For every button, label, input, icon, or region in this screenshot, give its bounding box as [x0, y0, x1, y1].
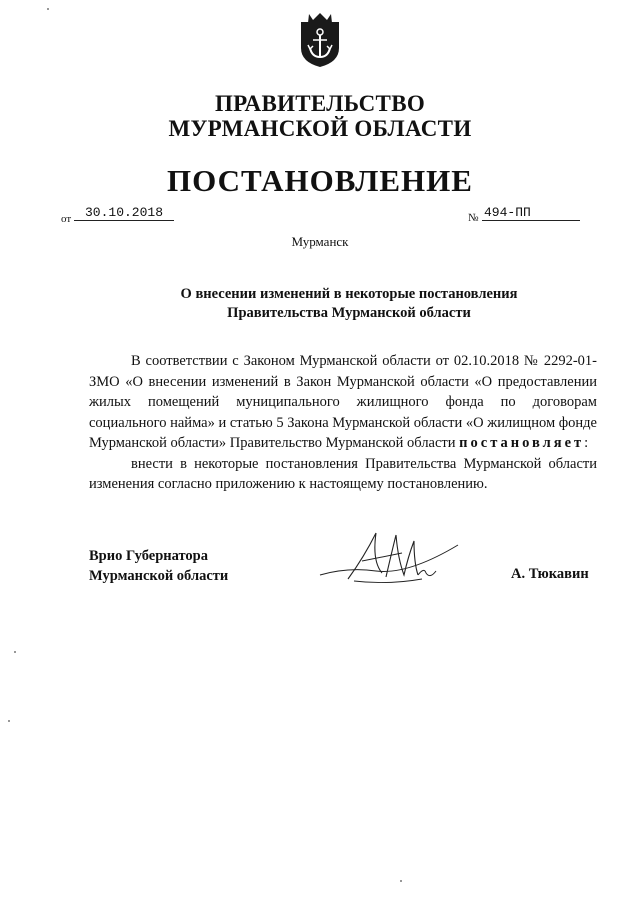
document-number: 494-ПП [482, 205, 580, 221]
date-prefix: от [61, 213, 72, 225]
signer-name: А. Тюкавин [511, 566, 589, 582]
scan-speck [14, 651, 16, 653]
scan-speck [400, 880, 402, 882]
signatory-title-line2: Мурманской области [89, 568, 229, 584]
scan-speck [8, 720, 10, 722]
body-paragraph-2: внести в некоторые постановления Правительства Мурманской области изменения согласно приложению к настоящему постановлению. [89, 455, 597, 492]
resolves-colon: : [584, 435, 589, 451]
org-name-line1: ПРАВИТЕЛЬСТВО [214, 91, 426, 116]
number-prefix: № [468, 212, 479, 224]
murmansk-coat-of-arms-icon [298, 12, 342, 68]
subject-line2: Правительства Мурманской области [227, 305, 471, 321]
scan-speck [47, 8, 49, 10]
document-date: 30.10.2018 [74, 205, 174, 221]
resolves-word: постановляет [459, 435, 585, 451]
document-type: ПОСТАНОВЛЕНИЕ [167, 163, 473, 198]
body-paragraph-1 [89, 351, 597, 454]
signatory-title-line1: Врио Губернатора [89, 548, 208, 564]
body-paragraph-1-text: В соответствии с Законом Мурманской области от 02.10.2018 № 2292-01-ЗМО «О внесении изменений в Закон Мурманской области «О предоставлении жилых помещений муниципального жилищного фонда по договорам социального найма» и статью 5 Закона Мурманской области «О жилищном фонде Мурманской области» Правительство Мурманской области [89, 353, 597, 451]
signatory-title [89, 546, 228, 586]
document-body [89, 351, 597, 495]
city: Мурманск [291, 234, 349, 249]
subject-line1: О внесении изменений в некоторые постановления [180, 286, 518, 302]
handwritten-signature-icon [318, 527, 468, 595]
org-name-line2: МУРМАНСКОЙ ОБЛАСТИ [168, 116, 472, 141]
